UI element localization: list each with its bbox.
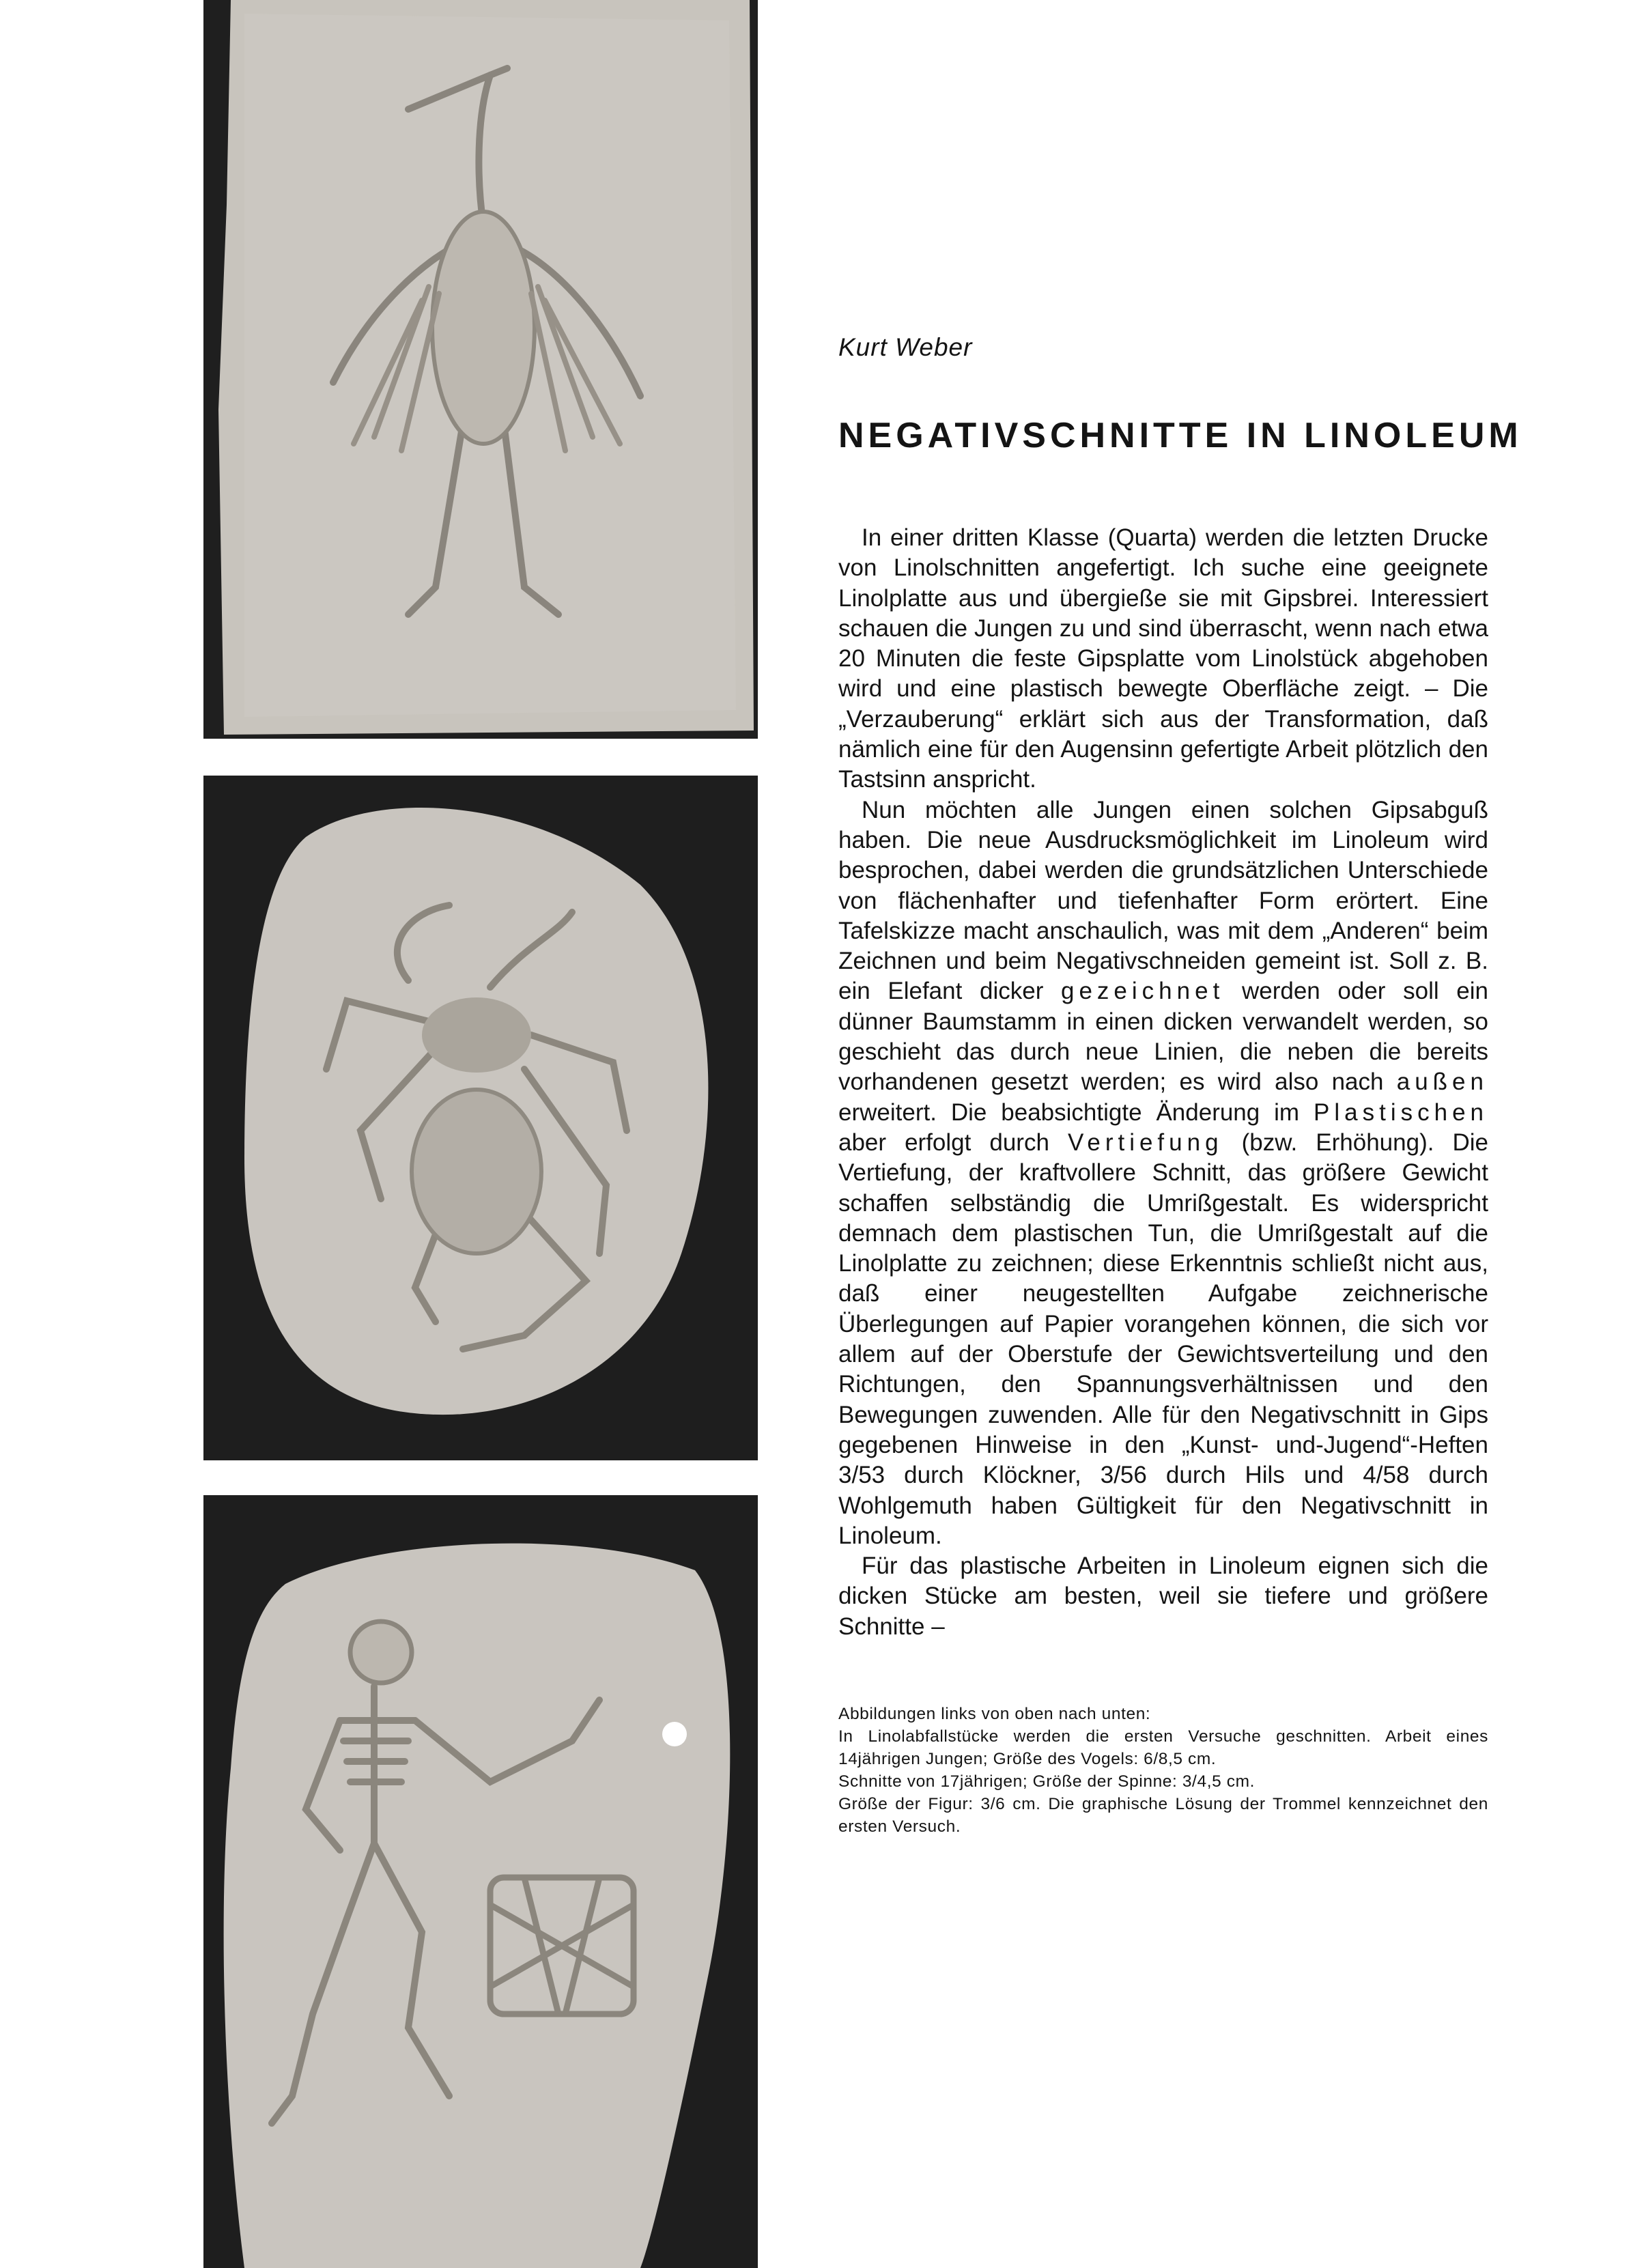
text-segment: werden oder soll ein dünner Baumstamm in einen dicken verwandelt werden, so geschieht das durch neue Linien, die neben die bereits vorhandenen gesetzt werden; es wird also nach: [838, 978, 1488, 1096]
photo-spider-relief: [203, 776, 758, 1460]
caption-line-2: Schnitte von 17jährigen; Größe der Spinne: 3/4,5 cm.: [838, 1772, 1256, 1791]
emphasis-gezeichnet: gezeichnet: [1061, 978, 1225, 1005]
figure-caption: [838, 1703, 1488, 1838]
text-segment: erweitert. Die beabsichtigte Änderung im: [838, 1098, 1314, 1126]
paragraph-3: Für das plastische Arbeiten in Linoleum eignen sich die dicken Stücke am besten, weil sie tiefere und größere Schnitte –: [838, 1553, 1488, 1640]
caption-heading: Abbildungen links von oben nach unten:: [838, 1705, 1151, 1723]
photo-bird-relief: [203, 0, 758, 739]
emphasis-plastischen: Plastischen: [1314, 1098, 1488, 1126]
emphasis-aussen: außen: [1396, 1068, 1488, 1096]
caption-line-3: Größe der Figur: 3/6 cm. Die graphische Lösung der Trommel kennzeichnet den ersten Versuch.: [838, 1795, 1488, 1836]
text-segment: aber erfolgt durch: [838, 1129, 1068, 1156]
author-name: Kurt Weber: [838, 333, 973, 361]
text-segment: (bzw. Erhöhung). Die Vertiefung, der kraftvollere Schnitt, das größere Gewicht schaffen selbständig die Umrißgestalt. Es widerspricht demnach dem plastischen Tun, die Umrißgestalt auf die Linolplatte zu zeichnen; diese Erkenntnis schließt nicht aus, daß einer neugestellten Aufgabe zeichnerische Überlegungen auf Papier vorangehen können, die sich vor allem auf der Oberstufe der Gewichtsverteilung und den Richtungen, den Spannungsverhältnissen und den Bewegungen zuwenden. Alle für den Negativschnitt in Gips gegebenen Hinweise in den „Kunst- und-Jugend“-Heften 3/53 durch Klöckner, 3/56 durch Hils und 4/58 durch Wohlgemuth haben Gültigkeit für den Negativschnitt in Linoleum.: [838, 1129, 1488, 1549]
text-segment: Nun möchten alle Jungen einen solchen Gipsabguß haben. Die neue Ausdrucksmöglichkeit im Linoleum wird besprochen, dabei werden die grundsätzlichen Unterschiede von flächenhafter und tiefenhafter Form erörtert. Eine Tafelskizze macht anschaulich, was mit dem „Anderen“ beim Zeichnen und beim Negativschneiden gemeint ist. Soll z. B. ein Elefant dicker: [838, 796, 1488, 1005]
photo-drummer-relief: [203, 1495, 758, 2268]
caption-line-1: In Linolabfallstücke werden die ersten Versuche geschnitten. Arbeit eines 14jährigen Jungen; Größe des Vogels: 6/8,5 cm.: [838, 1727, 1488, 1768]
article-body: [838, 523, 1488, 1642]
paragraph-2: [838, 795, 1488, 1551]
emphasis-vertiefung: Vertiefung: [1067, 1129, 1223, 1156]
article-title: NEGATIVSCHNITTE IN LINOLEUM: [838, 416, 1522, 455]
paragraph-1: In einer dritten Klasse (Quarta) werden die letzten Drucke von Linolschnitten angefertigt. Ich suche eine geeignete Linolplatte aus und übergieße sie mit Gipsbrei. Interessiert schauen die Jungen zu und sind überrascht, wenn nach etwa 20 Minuten die feste Gipsplatte vom Linolstück abgehoben wird und eine plastisch bewegte Oberfläche zeigt. – Die „Verzauberung“ erklärt sich aus der Transformation, daß nämlich eine für den Augensinn gefertigte Arbeit plötzlich den Tastsinn anspricht.: [838, 524, 1488, 793]
